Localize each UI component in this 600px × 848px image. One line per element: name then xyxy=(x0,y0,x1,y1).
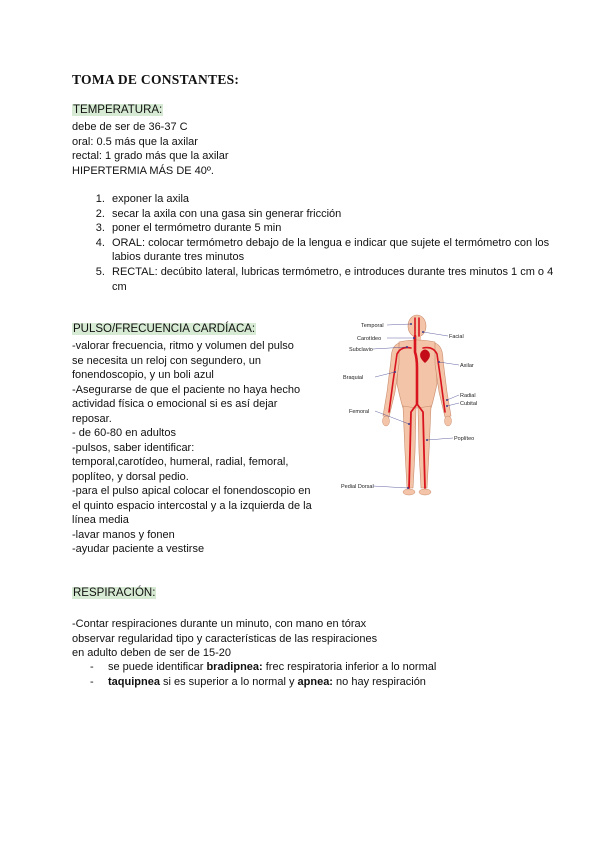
respiracion-notes xyxy=(72,617,377,661)
pulso-line: poplíteo, y dorsal pedio. xyxy=(72,470,189,483)
pulso-line: -pulsos, saber identificar: xyxy=(72,441,195,454)
respiracion-heading: RESPIRACIÓN: xyxy=(73,587,156,599)
label-carotideo: Carotídeo xyxy=(357,336,382,342)
page-title: TOMA DE CONSTANTES: xyxy=(72,72,240,87)
pulso-line: -valorar frecuencia, ritmo y volumen del pulso xyxy=(72,340,294,352)
term-bradipnea: bradipnea: xyxy=(206,661,263,673)
pulso-line: reposar. xyxy=(72,412,112,425)
list-item: - taquipnea si es superior a lo normal y apnea: no hay respiración xyxy=(72,675,436,690)
respiracion-bullets xyxy=(72,660,436,689)
pulse-points-diagram xyxy=(335,312,505,504)
pulso-heading: PULSO/FRECUENCIA CARDÍACA: xyxy=(73,323,256,335)
label-popliteo: Poplíteo xyxy=(454,436,475,442)
label-femoral: Femoral xyxy=(349,409,370,415)
label-pedio: Pedial Dorsal xyxy=(341,484,374,490)
pulso-line: -para el pulso apical colocar el fonendoscopio en xyxy=(72,485,311,497)
temp-line: debe de ser de 36-37 C xyxy=(72,121,188,133)
pulso-line: se necesita un reloj con segundero, un xyxy=(72,354,261,367)
pulso-line: actividad física o emocional si es así dejar xyxy=(72,398,278,410)
resp-line: en adulto deben de ser de 15-20 xyxy=(72,647,232,659)
label-cubital: Cubital xyxy=(460,401,478,407)
temperatura-heading: TEMPERATURA: xyxy=(73,104,163,116)
pulso-line: temporal,carotídeo, humeral, radial, femoral, xyxy=(72,456,289,468)
temp-line: oral: 0.5 más que la axilar xyxy=(72,135,198,148)
pulso-line: -ayudar paciente a vestirse xyxy=(72,543,205,555)
pulso-line: línea media xyxy=(72,514,129,526)
resp-line: observar regularidad tipo y características de las respiraciones xyxy=(72,632,378,645)
temp-line: HIPERTERMIA MÁS DE 40º. xyxy=(72,164,214,177)
pulso-line: - de 60-80 en adultos xyxy=(72,427,176,439)
temperatura-steps xyxy=(72,192,568,294)
pulso-line: fonendoscopio, y un boli azul xyxy=(72,369,214,381)
label-radial: Radial xyxy=(460,393,476,399)
label-temporal: Temporal xyxy=(361,323,384,329)
label-braquial: Braquial xyxy=(343,375,364,381)
pulso-line: -Asegurarse de que el paciente no haya hecho xyxy=(72,383,301,396)
label-axilar: Axilar xyxy=(460,363,474,369)
resp-line: -Contar respiraciones durante un minuto, con mano en tórax xyxy=(72,618,367,630)
pulso-line: -lavar manos y fonen xyxy=(72,528,175,541)
label-subclavio: Subclavio xyxy=(349,347,373,353)
step-item: 2. secar la axila con una gasa sin generar fricción xyxy=(108,207,568,222)
step-item: 3. poner el termómetro durante 5 min xyxy=(108,221,568,236)
temp-line: rectal: 1 grado más que la axilar xyxy=(72,150,229,162)
list-item: - se puede identificar bradipnea: frec respiratoria inferior a lo normal xyxy=(72,660,436,675)
term-apnea: apnea: xyxy=(297,675,333,688)
step-item: 5. RECTAL: decúbito lateral, lubricas termómetro, e introduces durante tres minutos 1 cm o 4 cm xyxy=(108,265,568,294)
step-item: 1. exponer la axila xyxy=(108,192,568,207)
pulso-line: el quinto espacio intercostal y a la izquierda de la xyxy=(72,499,312,512)
step-item: 4. ORAL: colocar termómetro debajo de la lengua e indicar que sujete el termómetro con los labios durante tres minutos xyxy=(108,236,568,265)
pulso-notes xyxy=(72,339,312,557)
term-taquipnea: taquipnea xyxy=(108,675,160,688)
label-facial: Facial xyxy=(449,334,464,340)
temperatura-notes xyxy=(72,120,229,178)
